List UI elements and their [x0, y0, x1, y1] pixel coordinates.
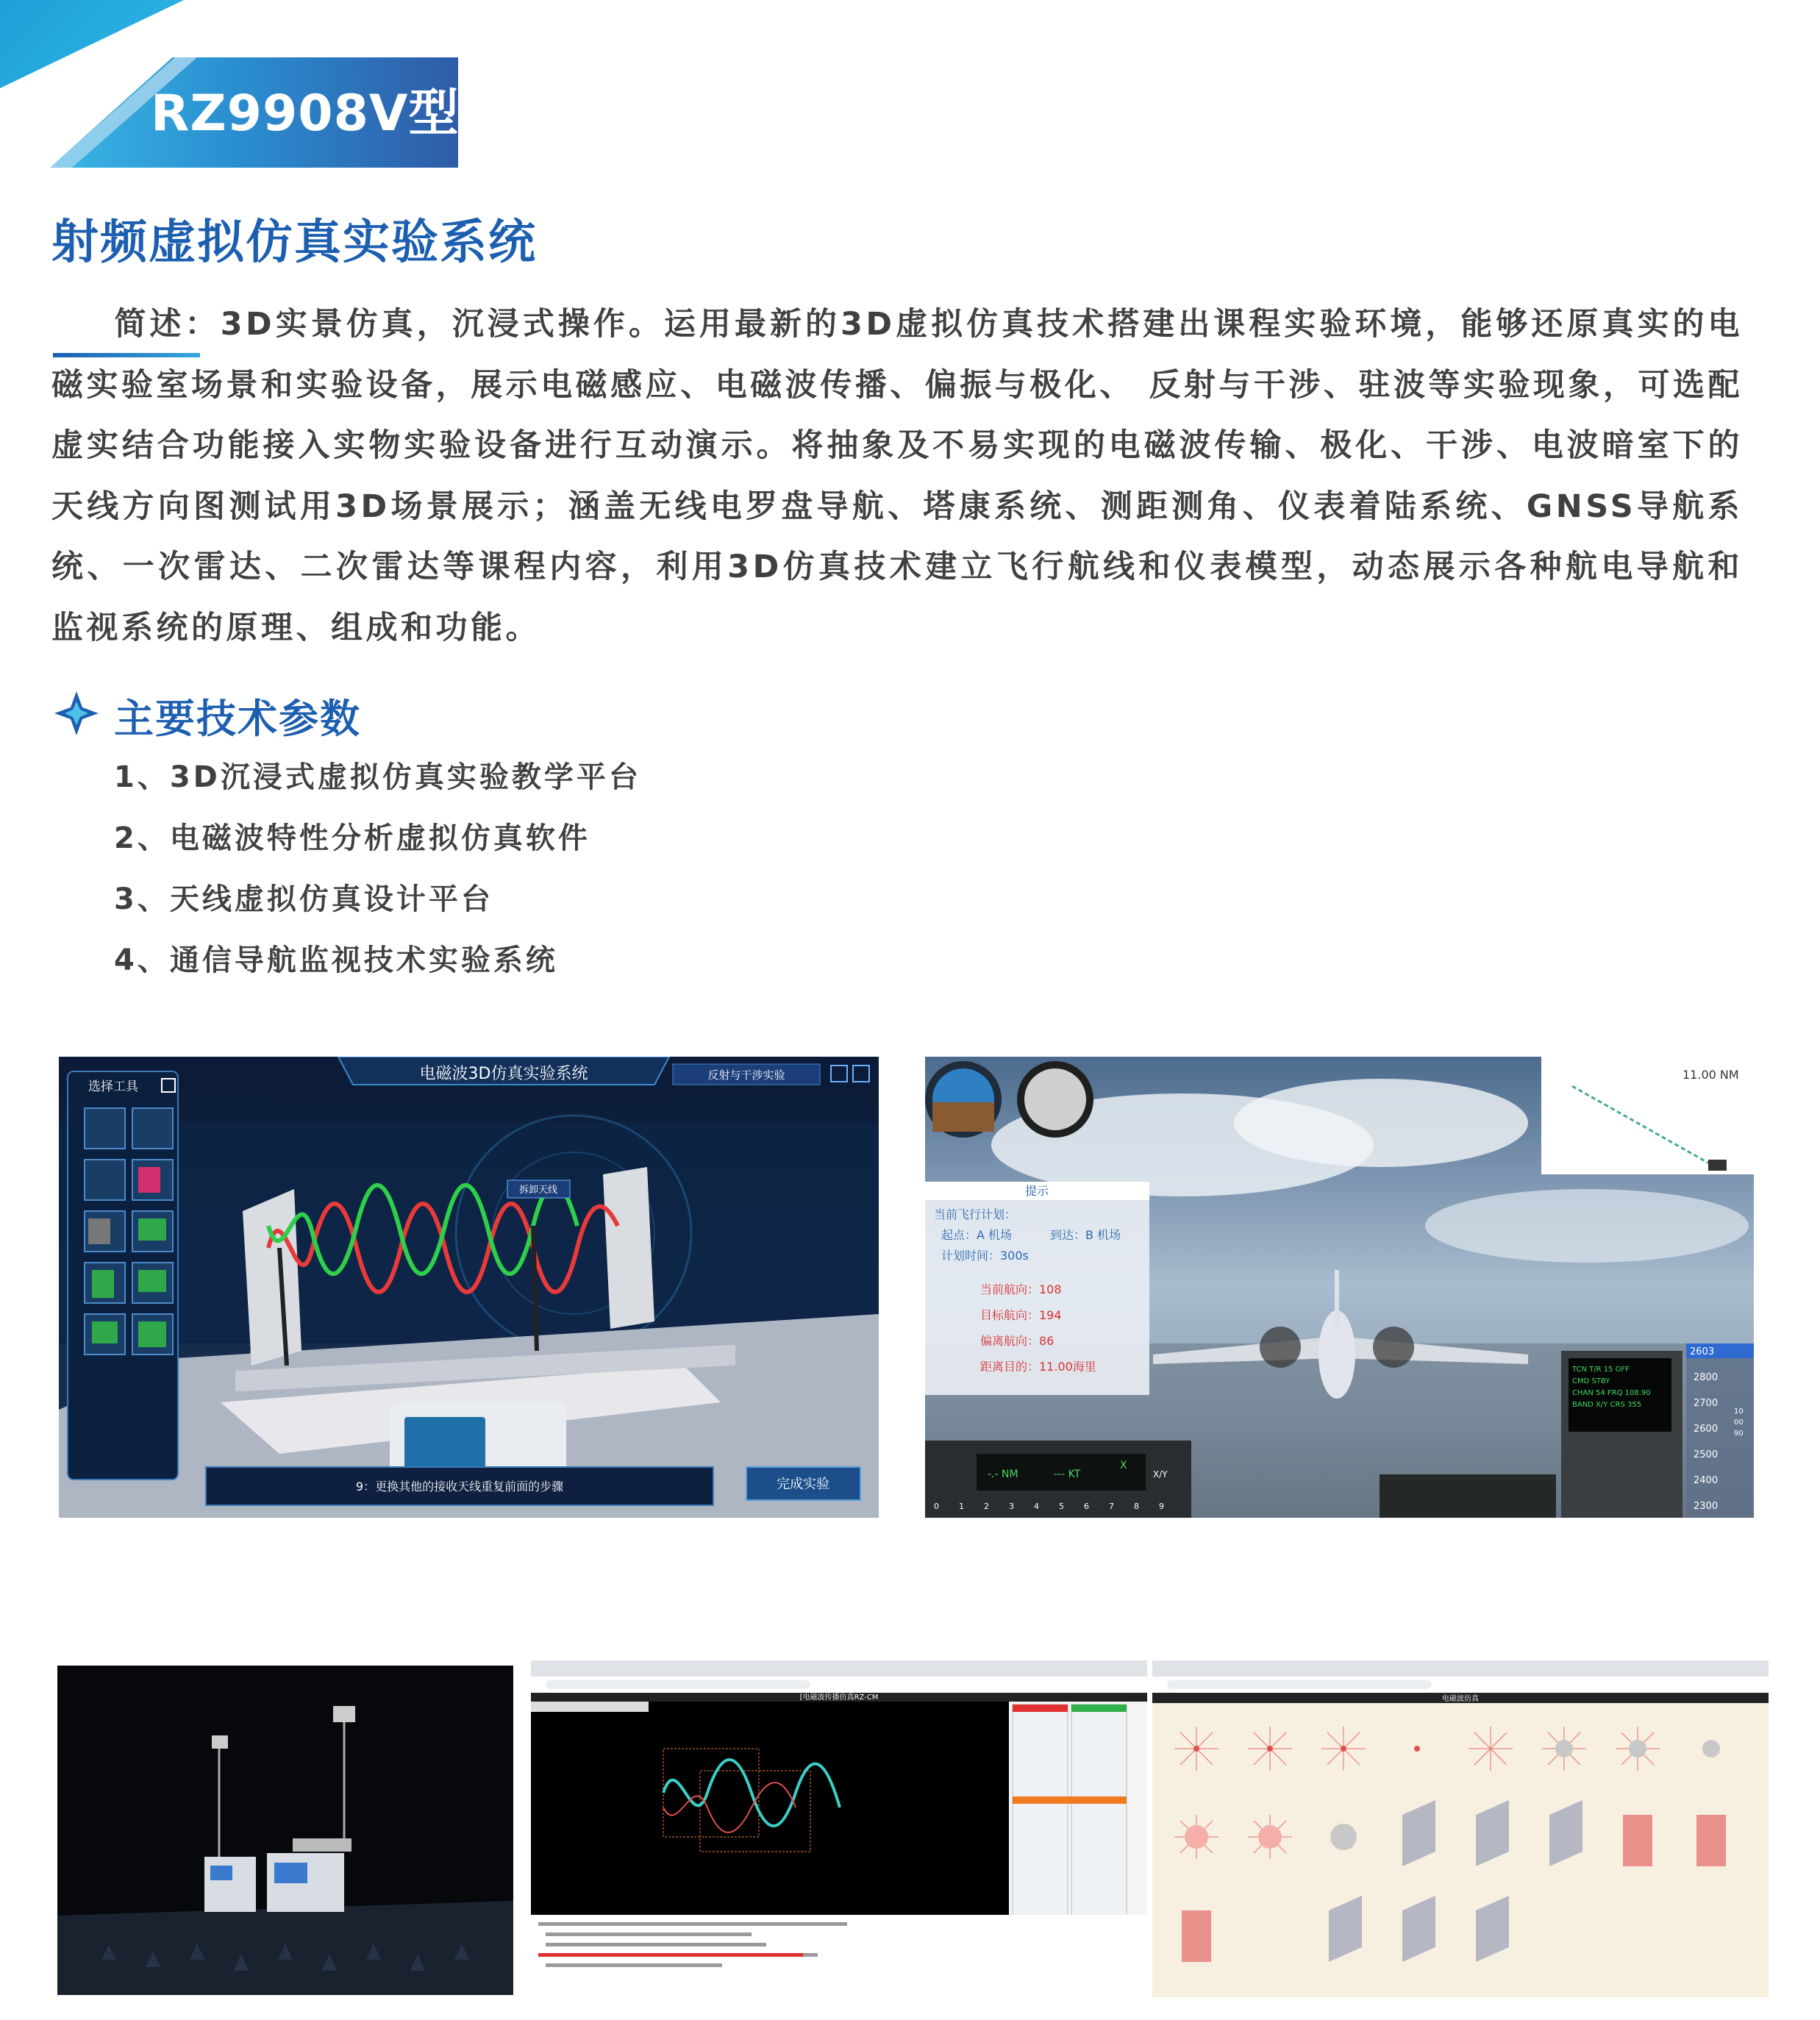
- key-0[interactable]: 0: [934, 1502, 939, 1511]
- param-item: 3、天线虚拟仿真设计平台: [114, 882, 493, 916]
- key-2[interactable]: 2: [984, 1502, 989, 1511]
- model-name: RZ9908V型: [151, 85, 460, 143]
- altitude-tick: 2300: [1694, 1501, 1719, 1512]
- key-5[interactable]: 5: [1059, 1502, 1064, 1511]
- altitude-small: 90: [1734, 1430, 1744, 1438]
- altitude-tick: 2600: [1694, 1424, 1719, 1435]
- dme-mode: X: [1120, 1460, 1127, 1471]
- em-propagation-screenshot: [531, 1660, 1147, 1997]
- summary-underline: [53, 353, 200, 357]
- tip-line: 起点：A 机场: [941, 1228, 1013, 1242]
- anechoic-chamber-screenshot: [57, 1666, 513, 1995]
- key-6[interactable]: 6: [1084, 1502, 1089, 1511]
- finish-experiment-button[interactable]: 完成实验: [777, 1477, 829, 1492]
- step-instruction: 9：更换其他的接收天线重复前面的步骤: [355, 1480, 564, 1493]
- flight-sim-screenshot: [925, 1057, 1754, 1518]
- tip-red-line: 目标航向：194: [980, 1308, 1062, 1322]
- summary-paragraph: [51, 294, 1743, 659]
- key-3[interactable]: 3: [1009, 1502, 1014, 1511]
- summary-label: 简述：: [114, 306, 221, 343]
- key-4[interactable]: 4: [1034, 1502, 1039, 1511]
- altitude-small: 10: [1734, 1407, 1744, 1416]
- dme-distance: -.- NM: [988, 1468, 1018, 1480]
- distance-readout: 11.00 NM: [1682, 1068, 1739, 1082]
- tip-title: 提示: [1024, 1184, 1049, 1198]
- altitude-current: 2603: [1690, 1346, 1715, 1357]
- remove-antenna-tag[interactable]: 拆卸天线: [518, 1185, 558, 1196]
- param-item: 4、通信导航监视技术实验系统: [114, 943, 558, 977]
- tacan-line: CHAN 54 FRQ 108.90: [1572, 1389, 1651, 1397]
- tip-red-line: 距离目的：11.00海里: [980, 1360, 1096, 1374]
- tacan-line: TCN T/R 15 OFF: [1572, 1366, 1630, 1374]
- altitude-tick: 2500: [1694, 1449, 1719, 1460]
- field-simulation-screenshot: [1152, 1660, 1769, 1997]
- tip-red-line: 偏离航向：86: [980, 1334, 1054, 1348]
- key-1[interactable]: 1: [959, 1502, 964, 1511]
- em-window-title: 电磁波3D仿真实验系统: [419, 1065, 588, 1083]
- em-lab-screenshot: [59, 1057, 879, 1518]
- param-item: 2、电磁波特性分析虚拟仿真软件: [114, 821, 590, 855]
- experiment-mode-tab[interactable]: 反射与干涉实验: [707, 1068, 785, 1082]
- altitude-small: 00: [1734, 1418, 1744, 1427]
- altitude-tick: 2800: [1694, 1372, 1719, 1383]
- tip-line: 到达：B 机场: [1050, 1228, 1121, 1242]
- sim-window-title: [电磁波传播仿真RZ-CM: [799, 1694, 879, 1702]
- diamond-star-icon: [53, 690, 100, 737]
- key-7[interactable]: 7: [1109, 1502, 1114, 1511]
- params-heading: 主要技术参数: [114, 696, 361, 742]
- altitude-tick: 2700: [1694, 1398, 1719, 1409]
- tip-line: 当前飞行计划：: [934, 1207, 1017, 1221]
- page-title: 射频虚拟仿真实验系统: [51, 215, 537, 270]
- tacan-line: BAND X/Y CRS 355: [1572, 1401, 1642, 1409]
- xy-button[interactable]: X/Y: [1153, 1469, 1168, 1480]
- tip-red-line: 当前航向：108: [980, 1282, 1062, 1296]
- toolbox-label: 选择工具: [88, 1079, 138, 1094]
- tip-line: 计划时间：300s: [941, 1249, 1029, 1263]
- key-8[interactable]: 8: [1134, 1502, 1139, 1511]
- altitude-tick: 2400: [1694, 1475, 1719, 1486]
- tacan-line: CMD STBY: [1572, 1377, 1610, 1385]
- summary-text: 3D实景仿真，沉浸式操作。运用最新的3D虚拟仿真技术搭建出课程实验环境，能够还原真实的电磁实验室场景和实验设备，展示电磁感应、电磁波传播、偏振与极化、 反射与干涉、驻波等实验现象，可选配虚实结合功能接入实物实验设备进行互动演示。将抽象及不易实现的电磁波传输、极化、干涉、电波暗室下的天线方向图测试用3D场景展示；涵盖无线电罗盘导航、塔康系统、测距测角、仪表着陆系统、GNSS导航系统、一次雷达、二次雷达等课程内容，利用3D仿真技术建立飞行航线和仪表模型，动态展示各种航电导航和监视系统的原理、组成和功能。: [51, 306, 1744, 646]
- field-window-title: 电磁波仿真: [1442, 1695, 1479, 1703]
- param-item: 1、3D沉浸式虚拟仿真实验教学平台: [114, 760, 641, 794]
- dme-speed: --- KT: [1054, 1468, 1081, 1480]
- key-9[interactable]: 9: [1159, 1502, 1164, 1511]
